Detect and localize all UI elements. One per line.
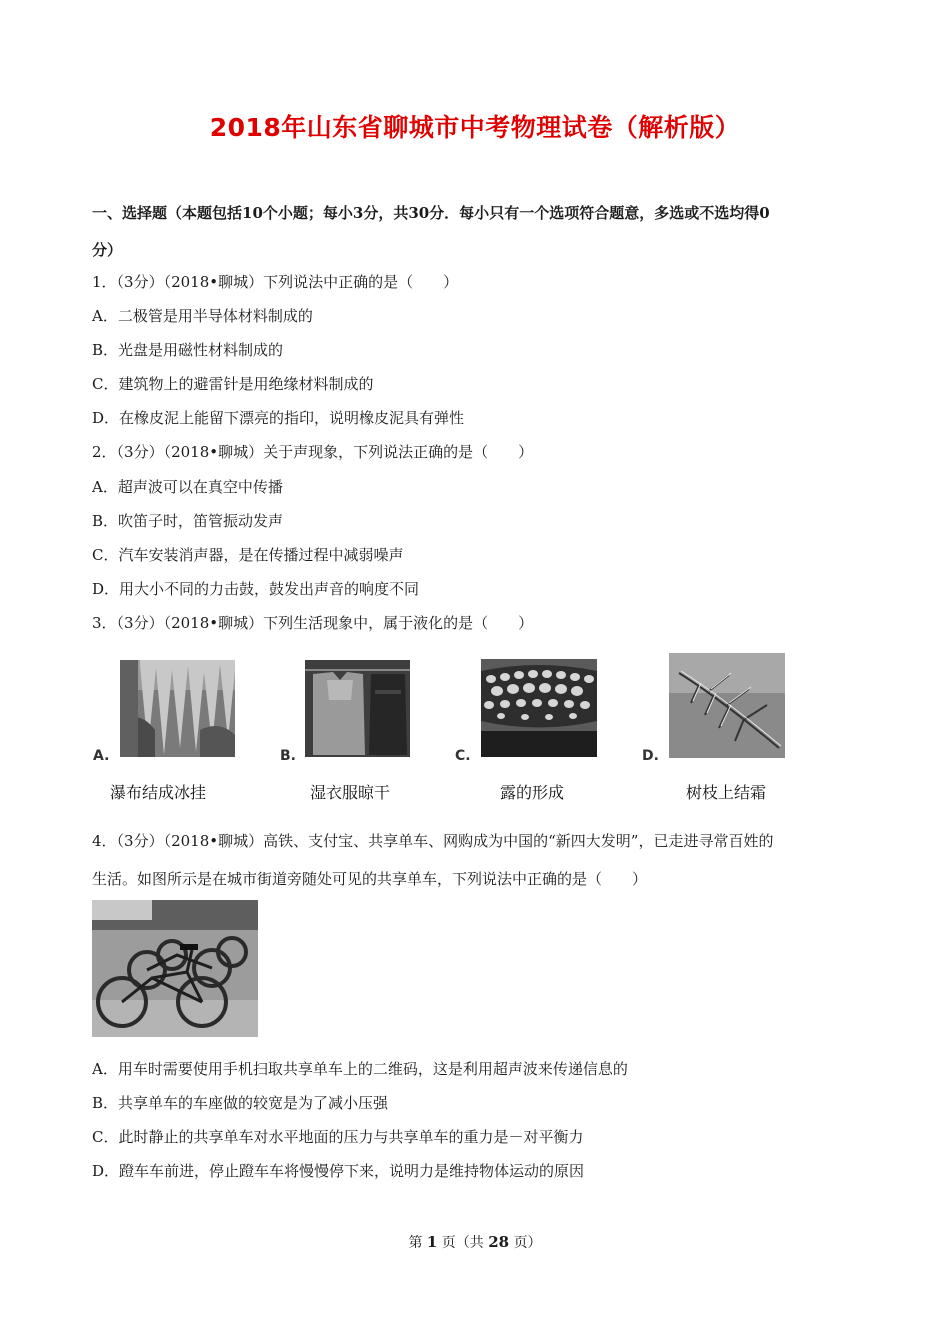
q2-option-a: A．超声波可以在真空中传播: [92, 478, 283, 496]
q3-image-d-caption: 树枝上结霜: [686, 783, 767, 802]
icicle-waterfall-image: [120, 660, 235, 757]
q3-image-a-letter: A.: [93, 748, 110, 764]
q1-option-c: C．建筑物上的避雷针是用绝缘材料制成的: [92, 375, 374, 393]
q4-option-d: D．蹬车车前进，停止蹬车车将慢慢停下来，说明力是维持物体运动的原因: [92, 1162, 585, 1180]
section-heading-line2: 分）: [92, 241, 123, 259]
q1-option-a: A．二极管是用半导体材料制成的: [92, 307, 313, 325]
footer-suffix: 页）: [513, 1235, 542, 1251]
q4-option-c: C．此时静止的共享单车对水平地面的压力与共享单车的重力是－对平衡力: [92, 1128, 584, 1146]
document-title: 2018年山东省聊城市中考物理试卷（解析版）: [209, 113, 741, 142]
shared-bicycles-image: [92, 900, 258, 1037]
q2-option-b: B．吹笛子时，笛管振动发声: [92, 512, 284, 530]
q3-image-c-caption: 露的形成: [500, 783, 565, 802]
q2-option-c: C．汽车安装消声器，是在传播过程中减弱噪声: [92, 546, 404, 564]
q4-option-a: A．用车时需要使用手机扫取共享单车上的二维码，这是利用超声波来传递信息的: [92, 1060, 628, 1078]
q4-stem-line2: 生活。如图所示是在城市街道旁随处可见的共享单车，下列说法中正确的是（ ）: [92, 870, 648, 888]
q1-option-b: B．光盘是用磁性材料制成的: [92, 341, 284, 359]
q1-option-d: D．在橡皮泥上能留下漂亮的指印，说明橡皮泥具有弹性: [92, 409, 465, 427]
dew-drops-image: [481, 659, 597, 757]
page-number: 1: [426, 1233, 438, 1251]
q3-image-b-letter: B.: [280, 748, 296, 764]
q4-option-b: B．共享单车的车座做的较宽是为了减小压强: [92, 1094, 389, 1112]
section-heading-line1: 一、选择题（本题包括10个小题；每小3分，共30分．每小只有一个选项符合题意，多选或不选均得0: [92, 204, 770, 222]
q2-stem: 2．（3分）（2018•聊城）关于声现象，下列说法正确的是（ ）: [92, 443, 534, 461]
q3-image-a-caption: 瀑布结成冰挂: [110, 783, 207, 802]
total-pages: 28: [488, 1233, 510, 1251]
q3-image-d-letter: D.: [642, 748, 659, 764]
footer-mid: 页（共: [441, 1235, 484, 1251]
q3-image-b-caption: 湿衣服晾干: [310, 783, 391, 802]
q4-stem-line1: 4．（3分）（2018•聊城）高铁、支付宝、共享单车、网购成为中国的“新四大发明”，已走进寻常百姓的: [92, 832, 774, 850]
hanging-clothes-image: [305, 660, 410, 757]
q3-stem: 3．（3分）（2018•聊城）下列生活现象中，属于液化的是（ ）: [92, 614, 534, 632]
page-footer: [0, 1232, 950, 1252]
footer-prefix: 第: [408, 1235, 423, 1251]
frosted-branch-image: [669, 653, 785, 758]
q1-stem: 1．（3分）（2018•聊城）下列说法中正确的是（ ）: [92, 273, 459, 291]
q2-option-d: D．用大小不同的力击鼓，鼓发出声音的响度不同: [92, 580, 420, 598]
q3-image-c-letter: C.: [455, 748, 471, 764]
